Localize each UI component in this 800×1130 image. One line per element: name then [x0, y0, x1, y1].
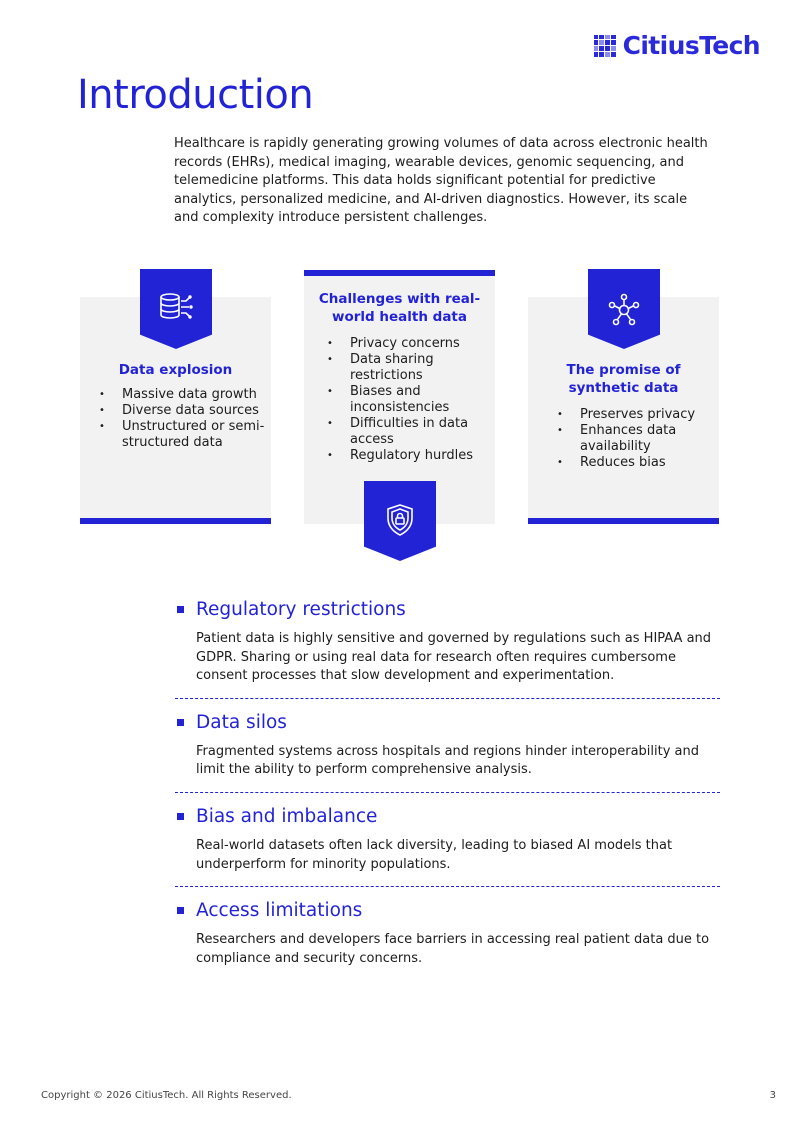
list-item: • Massive data growth — [99, 387, 271, 403]
card-top-bar — [304, 270, 495, 276]
section-regulatory — [175, 598, 720, 686]
footer-copyright: Copyright © 2026 CitiusTech. All Rights Reserved. — [41, 1090, 292, 1101]
section-access — [175, 899, 720, 968]
intro-paragraph: Healthcare is rapidly generating growing volumes of data across electronic health records (EHRs), medical imaging, wearable devices, genomic sequencing, and telemedicine platforms. This data holds significant potential for predictive analytics, personalized medicine, and AI-driven diagnostics. However, its scale and complexity introduce persistent challenges. — [174, 136, 708, 226]
card-bottom-bar — [80, 518, 271, 524]
page-title: Introduction — [77, 72, 314, 118]
section-heading: Bias and imbalance — [196, 805, 378, 827]
section-text: Fragmented systems across hospitals and regions hinder interoperability and limit the ability to perform comprehensive analysis. — [196, 743, 700, 778]
section-text: Real-world datasets often lack diversity, leading to biased AI models that underperform for minority populations. — [196, 837, 673, 872]
logo-grid-icon — [594, 35, 616, 57]
list-item: • Diverse data sources — [99, 403, 271, 419]
database-icon — [156, 291, 196, 327]
section-heading: Access limitations — [196, 900, 363, 922]
list-item: • Difficulties in data access — [327, 416, 483, 448]
section-heading: Data silos — [196, 711, 287, 733]
card-title: Challenges with real-world health data — [318, 291, 481, 325]
card-title: Data explosion — [118, 362, 233, 378]
challenge-sections — [175, 598, 720, 968]
card-icon-tab — [364, 481, 436, 561]
section-text: Patient data is highly sensitive and governed by regulations such as HIPAA and GDPR. Sharing or using real data for research often requires cumbersome consent processes that slow development and experimentation. — [196, 631, 712, 684]
card-bottom-bar — [528, 518, 719, 524]
list-item: • Reduces bias — [557, 455, 719, 471]
list-item: • Privacy concerns — [327, 336, 483, 352]
list-item: • Regulatory hurdles — [327, 448, 483, 464]
section-text: Researchers and developers face barriers in accessing real patient data due to compliance and security concerns. — [196, 932, 710, 966]
card-icon-tab — [588, 269, 660, 349]
list-item: • Biases and inconsistencies — [327, 384, 483, 416]
card-list — [557, 407, 719, 471]
shield-lock-icon — [385, 503, 415, 537]
section-bias — [175, 805, 720, 874]
card-title: The promise of synthetic data — [566, 362, 681, 396]
square-bullet-icon — [177, 719, 184, 726]
square-bullet-icon — [177, 907, 184, 914]
page-number: 3 — [769, 1090, 776, 1101]
square-bullet-icon — [177, 813, 184, 820]
square-bullet-icon — [177, 606, 184, 613]
dashed-divider — [175, 698, 720, 699]
dashed-divider — [175, 886, 720, 887]
section-heading: Regulatory restrictions — [196, 599, 406, 620]
section-data-silos — [175, 711, 720, 780]
card-list — [99, 387, 271, 451]
card-icon-tab — [140, 269, 212, 349]
list-item: • Unstructured or semi-structured data — [99, 419, 271, 451]
list-item: • Preserves privacy — [557, 407, 719, 423]
list-item: • Enhances data availability — [557, 423, 719, 455]
card-list — [327, 336, 483, 464]
brand-logo — [594, 31, 760, 60]
dashed-divider — [175, 792, 720, 793]
brand-name: CitiusTech — [622, 31, 760, 60]
network-icon — [607, 293, 641, 327]
list-item: • Data sharing restrictions — [327, 352, 483, 384]
